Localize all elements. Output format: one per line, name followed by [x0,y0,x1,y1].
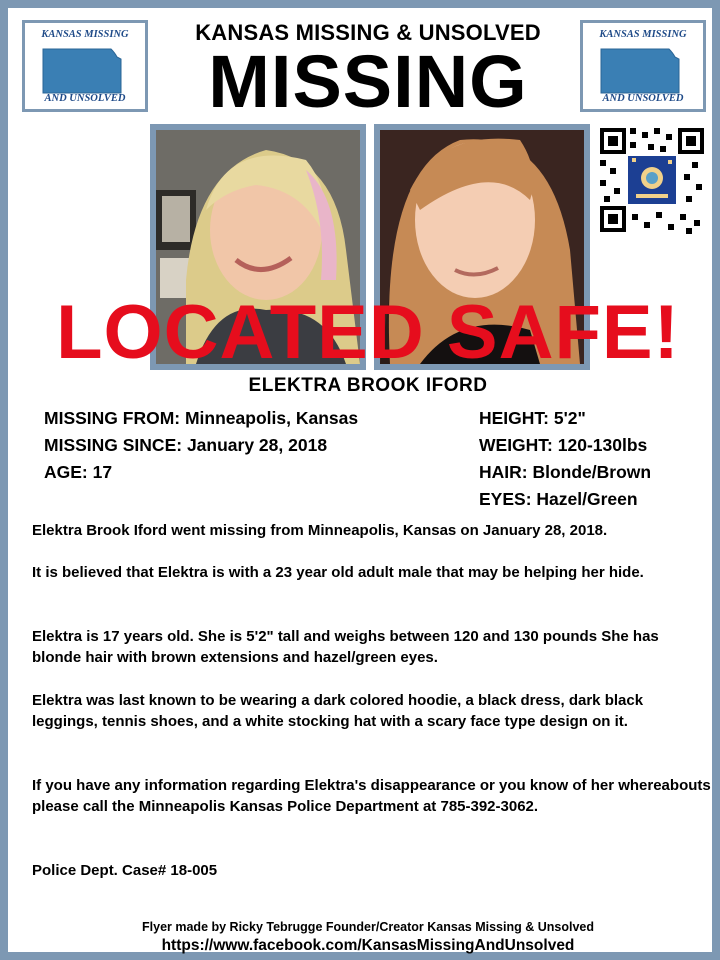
detail-value: Hazel/Green [536,489,638,509]
kansas-state-icon [599,47,689,95]
logo-bottom-text: AND UNSOLVED [602,93,684,104]
detail-value: Blonde/Brown [532,462,652,482]
detail-label: AGE: [44,462,88,482]
detail-value: 17 [92,462,113,482]
paragraph-clothing: Elektra was last known to be wearing a dark colored hoodie, a black dress, dark black leggings, tennis shoes, and a white stocking hat with a scary face type design on it. [32,692,644,730]
detail-missing-since [44,435,327,456]
paragraph-contact: If you have any information regarding Elektra's disappearance or you know of her whereabouts please call the Minneapolis Kansas Police Department at 785-392-3062. [32,777,711,815]
person-name: ELEKTRA BROOK IFORD [248,375,488,396]
detail-value: 5'2" [553,408,586,428]
logo-top-text: KANSAS MISSING [41,29,129,40]
header-title: KANSAS MISSING & UNSOLVED [195,20,541,45]
flyer-credit: Flyer made by Ricky Tebrugge Founder/Creator Kansas Missing & Unsolved [142,920,594,934]
detail-value: January 28, 2018 [186,435,328,455]
logo-right [580,20,706,112]
paragraph-missing-summary: Elektra Brook Iford went missing from Minneapolis, Kansas on January 28, 2018. [32,522,608,539]
detail-value: 120-130lbs [557,435,648,455]
facebook-link[interactable]: https://www.facebook.com/KansasMissingAndUnsolved [161,937,575,954]
paragraph-companion: It is believed that Elektra is with a 23 year old adult male that may be helping her hide. [32,564,644,581]
detail-hair [479,462,651,483]
qr-code[interactable] [596,124,708,236]
qr-code-icon [596,124,708,236]
detail-weight [479,435,647,456]
paragraph-description: Elektra is 17 years old. She is 5'2" tall and weighs between 120 and 130 pounds She has blonde hair with brown extensions and hazel/green eyes. [32,628,659,666]
detail-label: EYES: [479,489,532,509]
logo-bottom-text: AND UNSOLVED [44,93,126,104]
detail-label: HEIGHT: [479,408,549,428]
detail-value: Minneapolis, Kansas [184,408,359,428]
detail-age [44,462,112,483]
detail-missing-from [44,408,358,429]
kansas-state-icon [41,47,131,95]
logo-top-text: KANSAS MISSING [599,29,687,40]
detail-eyes [479,489,638,510]
located-safe-banner: LOCATED SAFE! [56,290,680,375]
logo-left [22,20,148,112]
detail-label: MISSING SINCE: [44,435,183,455]
detail-label: WEIGHT: [479,435,553,455]
case-number: Police Dept. Case# 18-005 [32,862,218,879]
detail-label: HAIR: [479,462,528,482]
detail-label: MISSING FROM: [44,408,181,428]
detail-height [479,408,586,429]
missing-headline: MISSING [208,40,528,123]
